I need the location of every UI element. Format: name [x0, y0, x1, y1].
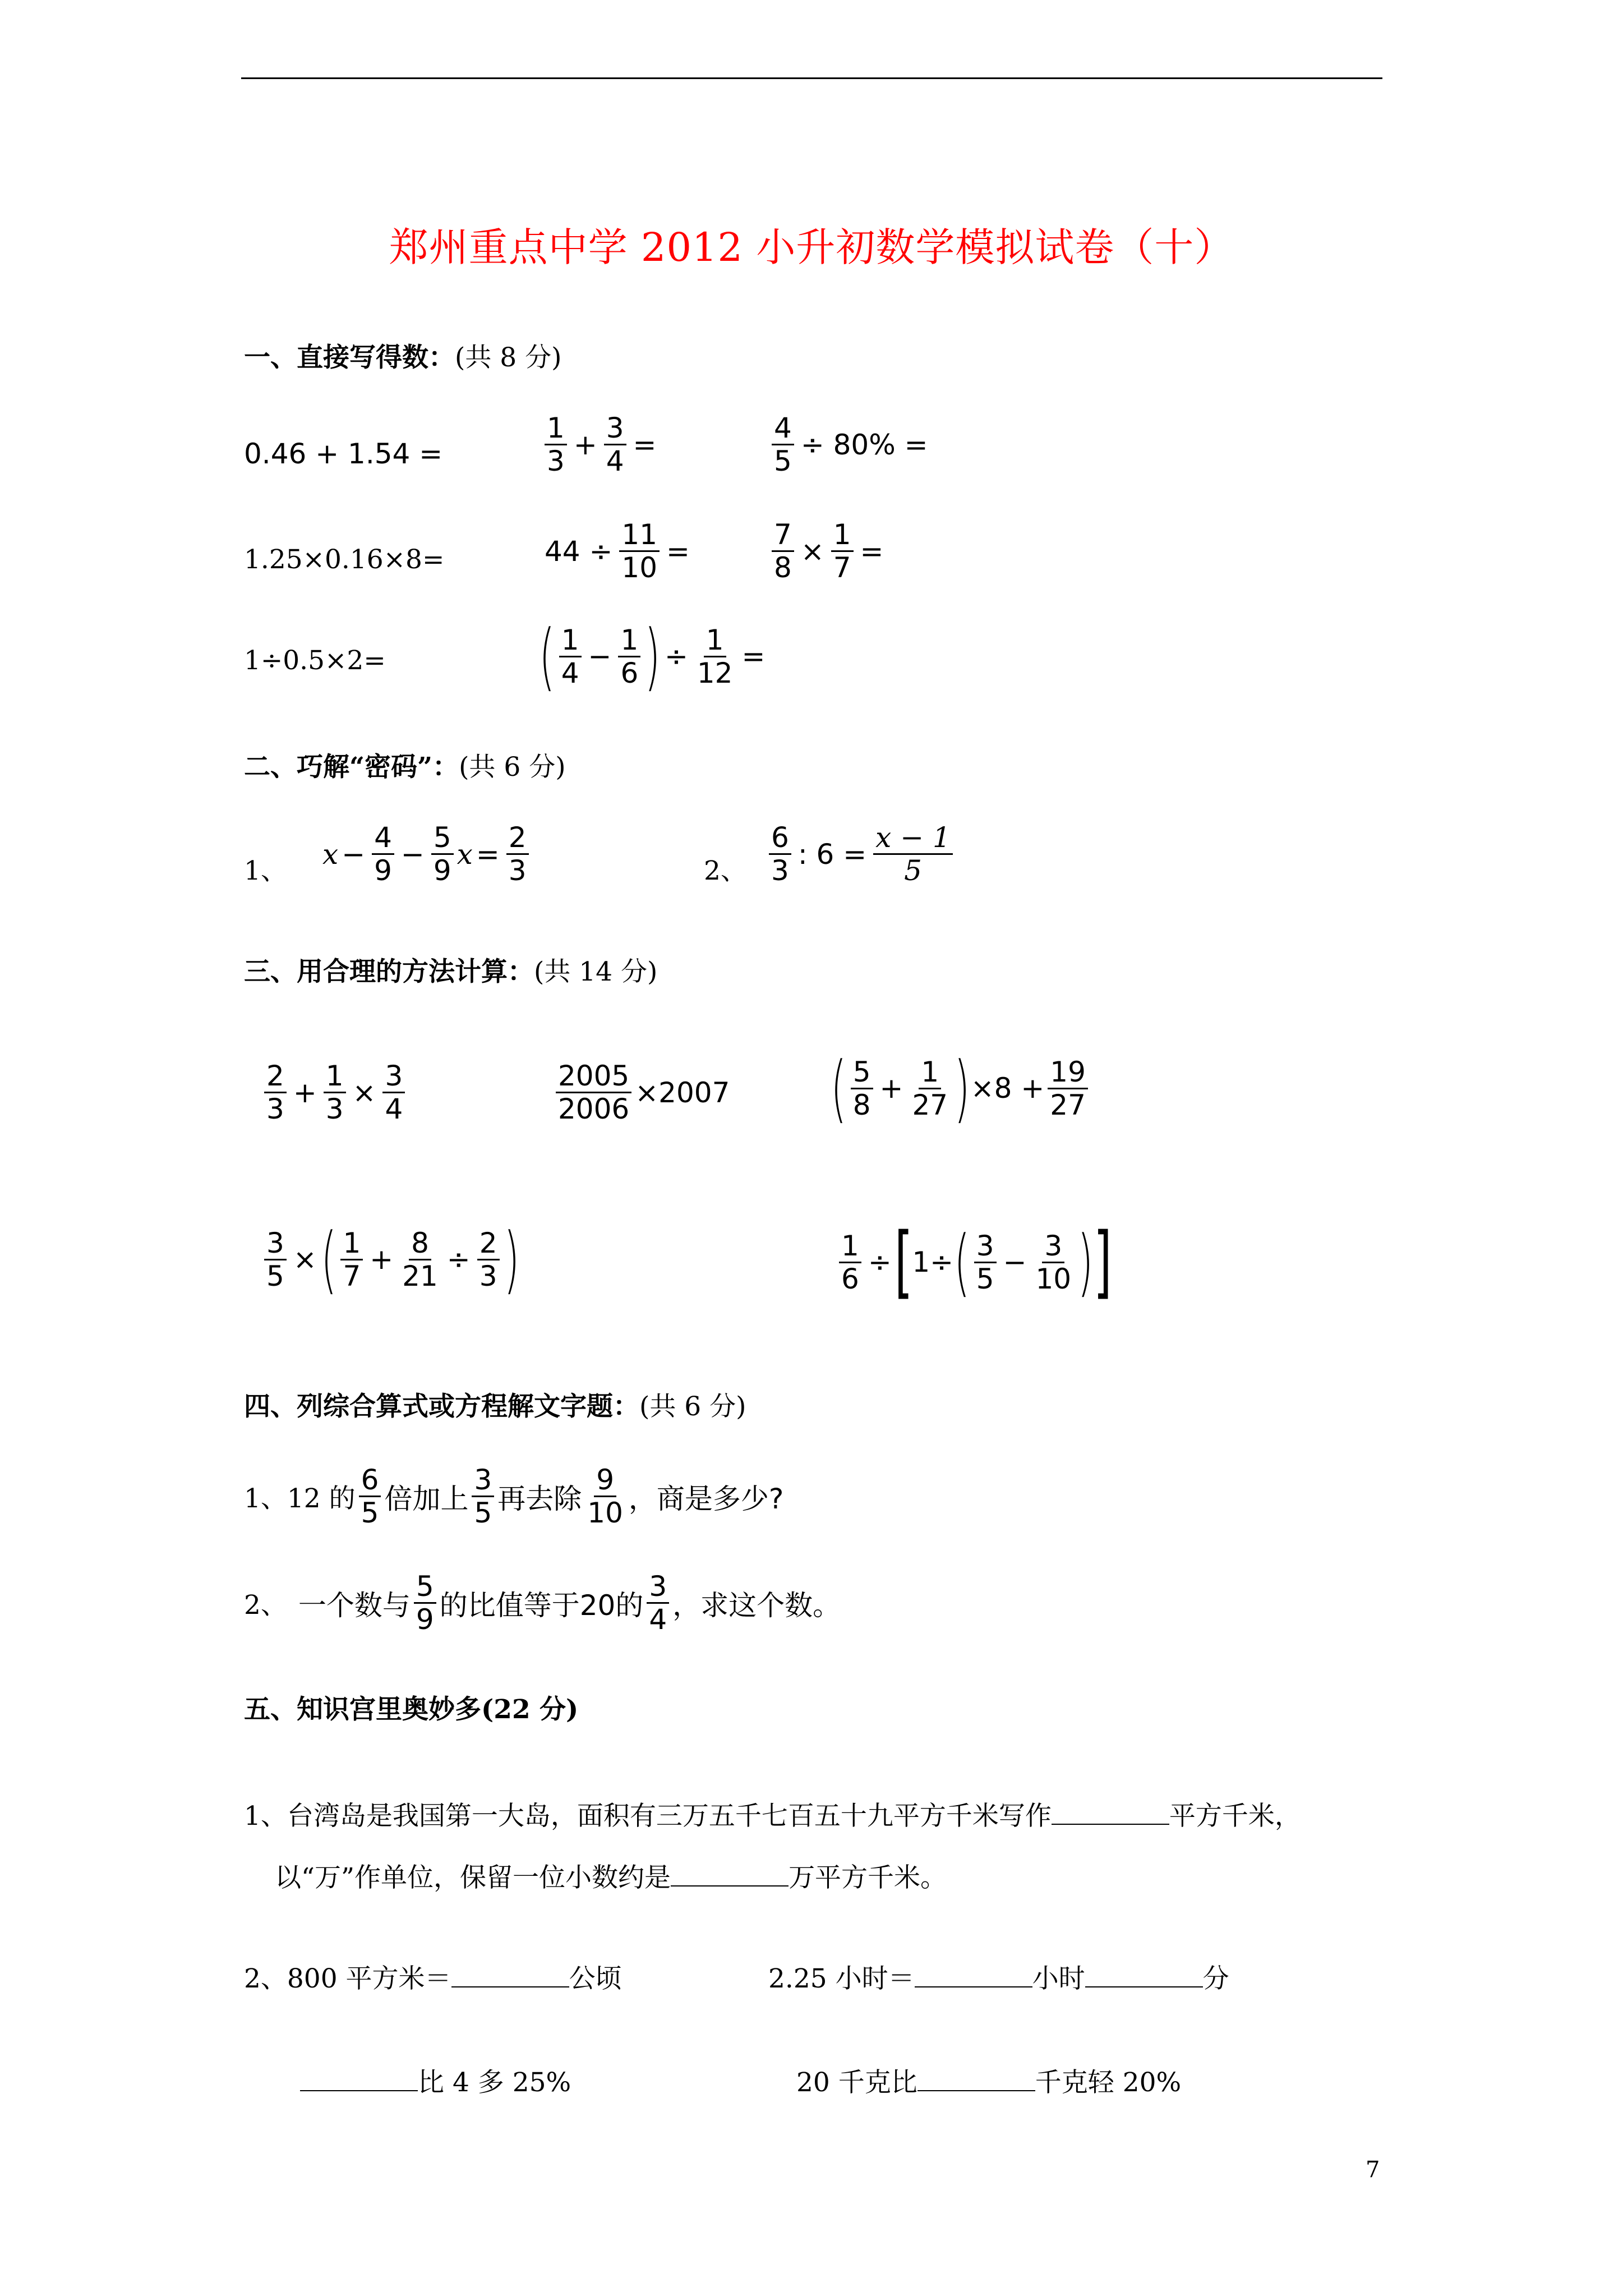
q1-c: $\frac{4}{5}$ ÷ 80% =	[768, 412, 932, 477]
q3-c: ( 5 8 + $\frac{1}{27}$ ) ×8 + $\frac{19}{27}$	[830, 1052, 1091, 1125]
fraction: 1 7	[340, 1227, 363, 1292]
fraction: $\frac{8}{21}$	[402, 1226, 438, 1292]
q2-a: x − $\frac{4}{9}$ − $\frac{5}{9}$ x = $\frac{2}{3}$	[322, 822, 532, 886]
q1-g: 1÷0.5×2=	[244, 645, 386, 676]
fraction: 6 5	[359, 1464, 381, 1529]
section-1-title: 一、直接写得数：	[244, 342, 455, 373]
fraction: 9 10	[587, 1464, 623, 1529]
fraction: $\frac{3}{4}$	[604, 412, 626, 477]
answer-blank[interactable]	[300, 2068, 418, 2091]
fraction: $\frac{7}{8}$	[772, 519, 794, 583]
section-3-points: (共 14 分)	[534, 956, 658, 987]
q5-line-1: 1、台湾岛是我国第一大岛，面积有三万五千七百五十九平方千米写作 平方千米，	[244, 1801, 1301, 1832]
fraction: $\frac{1}{6}$	[839, 1230, 861, 1295]
fraction: $\frac{1}{12}$	[697, 623, 733, 689]
fraction: $\frac{3}{5}$	[264, 1227, 287, 1292]
q3-a: 2 3 + $\frac{1}{3}$ × $\frac{3}{4}$	[261, 1060, 408, 1125]
fraction: 5 9	[414, 1571, 436, 1635]
fraction: $\frac{x - 1}{5}$	[873, 822, 953, 886]
answer-blank[interactable]	[1052, 1801, 1169, 1825]
fraction: $\frac{2}{3}$	[506, 822, 529, 886]
fraction: $\frac{1}{6}$	[618, 624, 640, 689]
q1-a: 0.46 + 1.54 =	[244, 438, 443, 470]
fraction: $\frac{1}{3}$	[324, 1060, 346, 1125]
answer-blank[interactable]	[915, 1964, 1032, 1987]
page-title: 郑州重点中学 2012 小升初数学模拟试卷（十）	[389, 224, 1234, 270]
q4-b: 2、 一个数与 5 9 的比值等于20的 3 4 ，求这个数。	[244, 1570, 841, 1636]
section-2-title: 二、巧解“密码”：	[244, 752, 459, 783]
section-5-points: (22 分)	[481, 1694, 579, 1725]
page-number: 7	[1366, 2157, 1380, 2183]
fraction: $\frac{5}{9}$	[431, 822, 454, 886]
q5-line-2-right: 2.25 小时＝ 小时 分	[768, 1963, 1229, 1994]
answer-blank[interactable]	[671, 1863, 789, 1887]
fraction: 6 3	[769, 822, 791, 886]
fraction: 2 3	[264, 1060, 287, 1125]
section-4-points: (共 6 分)	[639, 1391, 746, 1422]
q2-label-1: 1、	[244, 855, 287, 886]
q5-line-1b: 以“万”作单位，保留一位小数约是 万平方千米。	[275, 1862, 947, 1893]
q1-f: $\frac{7}{8}$ × $\frac{1}{7}$ =	[768, 519, 887, 583]
q5-line-3-right: 20 千克比 千克轻 20%	[796, 2067, 1182, 2098]
section-2-heading	[244, 746, 566, 784]
section-3-title: 三、用合理的方法计算：	[244, 956, 534, 987]
section-1-heading	[244, 337, 561, 374]
section-1-points: (共 8 分)	[455, 342, 562, 373]
fraction: $\frac{4}{5}$	[772, 412, 794, 477]
fraction: $\frac{2}{3}$	[477, 1227, 500, 1292]
q3-e: $\frac{1}{6}$ ÷ [ 1÷ ( 3 5 − $\frac{3}{10}$ ) ]	[836, 1223, 1111, 1301]
fraction: $\frac{1}{27}$	[912, 1055, 948, 1121]
answer-blank[interactable]	[451, 1964, 569, 1987]
q1-d: 1.25×0.16×8=	[244, 544, 445, 575]
fraction: $\frac{3}{10}$	[1035, 1229, 1072, 1295]
section-2-points: (共 6 分)	[459, 752, 566, 783]
q4-a: 1、12 的 6 5 倍加上 3 5 再去除 9 10 ，商是多少?	[244, 1464, 784, 1529]
fraction: $\frac{4}{9}$	[372, 822, 394, 886]
q5-line-2-left: 2、800 平方米＝ 公顷	[244, 1963, 622, 1994]
section-4-title: 四、列综合算式或方程解文字题：	[244, 1391, 639, 1422]
q2-b: 6 3 : 6 = $\frac{x - 1}{5}$	[766, 822, 956, 886]
section-3-heading	[244, 951, 657, 988]
fraction: $\frac{19}{27}$	[1048, 1056, 1088, 1121]
fraction: 1 4	[559, 624, 582, 689]
fraction: 1 3	[545, 412, 567, 477]
q2-label-2: 2、	[704, 855, 747, 886]
fraction: $\frac{11}{10}$	[619, 519, 660, 583]
header-rule	[241, 77, 1382, 79]
q1-b: 1 3 + $\frac{3}{4}$ =	[541, 412, 660, 477]
fraction: 3 5	[472, 1464, 494, 1529]
fraction: $\frac{2005}{2006}$	[556, 1060, 631, 1125]
section-5-heading	[244, 1688, 578, 1726]
fraction: $\frac{3}{4}$	[382, 1060, 405, 1125]
fraction: $\frac{1}{7}$	[831, 519, 854, 583]
fraction: 3 5	[974, 1230, 997, 1295]
q1-h: ( 1 4 − $\frac{1}{6}$ ) ÷ $\frac{1}{12}$ =	[539, 614, 766, 699]
answer-blank[interactable]	[1085, 1964, 1203, 1987]
q3-b: $\frac{2005}{2006}$ ×2007	[552, 1060, 730, 1125]
section-5-title: 五、知识宫里奥妙多	[244, 1694, 481, 1725]
q3-d: $\frac{3}{5}$ × ( 1 7 + $\frac{8}{21}$ ÷ $\frac{2}{3}$ )	[261, 1223, 520, 1296]
q1-e: 44 ÷ $\frac{11}{10}$ =	[545, 518, 690, 584]
answer-blank[interactable]	[917, 2068, 1035, 2091]
fraction: 5 8	[851, 1056, 873, 1121]
section-4-heading	[244, 1386, 746, 1423]
fraction: 3 4	[647, 1571, 669, 1635]
q5-line-3-left: 比 4 多 25%	[300, 2062, 571, 2099]
